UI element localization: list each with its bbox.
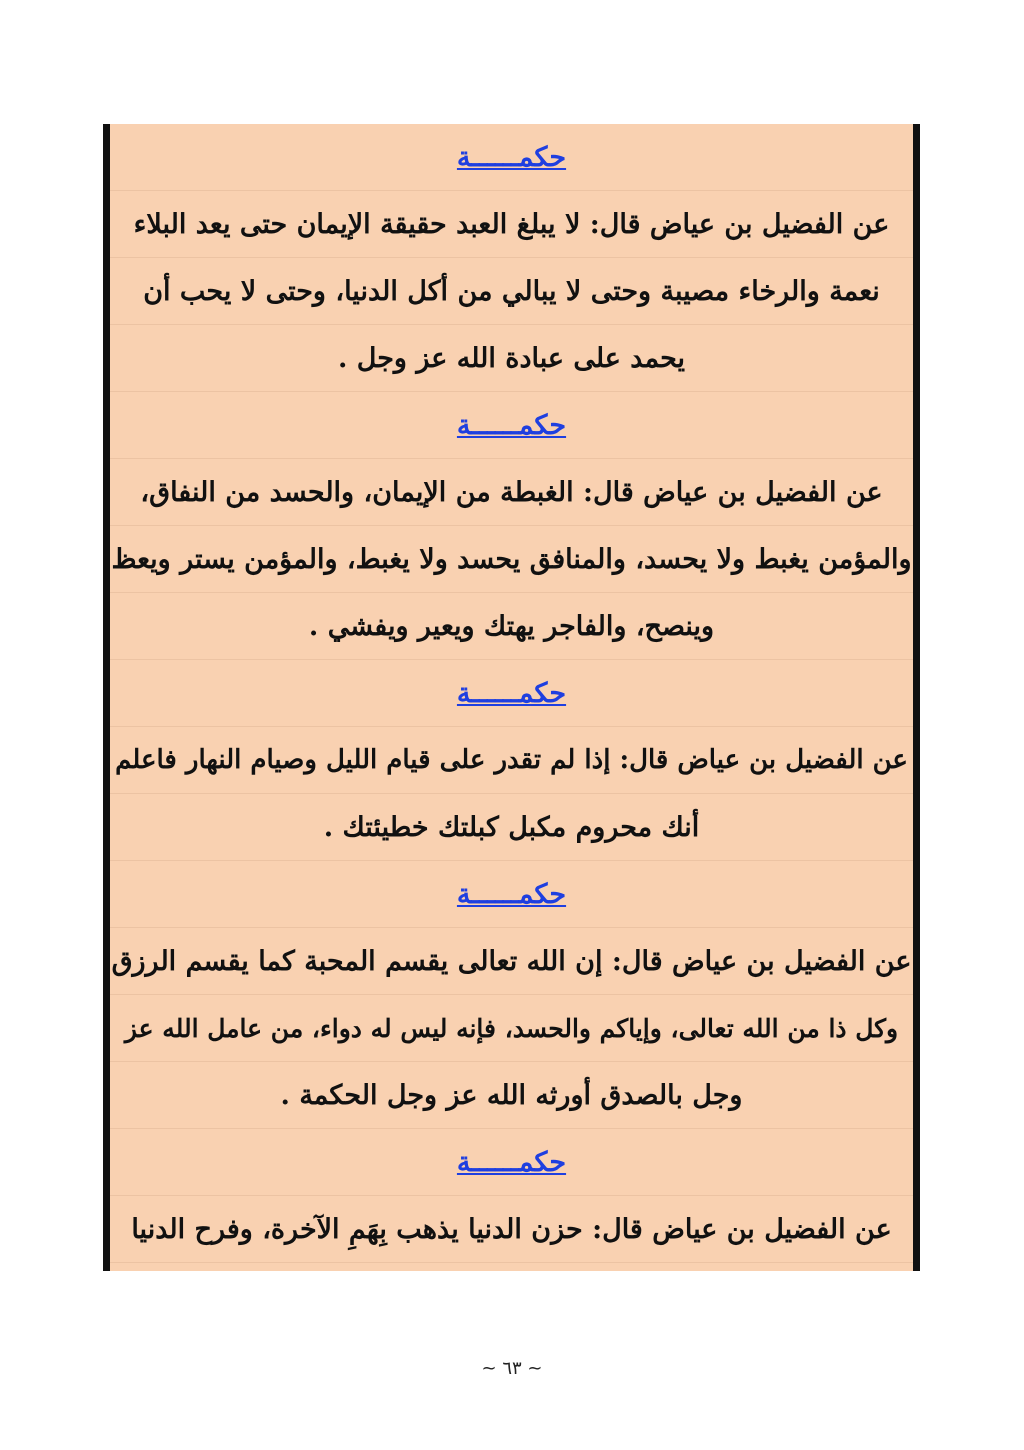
text-line: وجل بالصدق أورثه الله عز وجل الحكمة . (110, 1062, 913, 1129)
text-line: عن الفضيل بن عياض قال: الغبطة من الإيمان، والحسد من النفاق، (110, 459, 913, 526)
text-line: يحمد على عبادة الله عز وجل . (110, 325, 913, 392)
section-heading (110, 392, 913, 459)
section-heading (110, 1129, 913, 1196)
heading-link[interactable]: حكمــــــة (456, 1146, 567, 1178)
text-line: والمؤمن يغبط ولا يحسد، والمنافق يحسد ولا يغبط، والمؤمن يستر ويعظ (110, 526, 913, 593)
section-heading (110, 660, 913, 727)
heading-link[interactable]: حكمــــــة (456, 878, 567, 910)
text-line: عن الفضيل بن عياض قال: إن الله تعالى يقسم المحبة كما يقسم الرزق (110, 928, 913, 995)
heading-link[interactable]: حكمــــــة (456, 677, 567, 709)
text-line: نعمة والرخاء مصيبة وحتى لا يبالي من أكل الدنيا، وحتى لا يحب أن (110, 258, 913, 325)
text-line: عن الفضيل بن عياض قال: حزن الدنيا يذهب بِهَمِ الآخرة، وفرح الدنيا (110, 1196, 913, 1263)
text-line: عن الفضيل بن عياض قال: لا يبلغ العبد حقيقة الإيمان حتى يعد البلاء (110, 191, 913, 258)
section-heading (110, 861, 913, 928)
page-number: ~ ٦٣ ~ (481, 1358, 543, 1379)
section-heading (110, 124, 913, 191)
text-line: وكل ذا من الله تعالى، وإياكم والحسد، فإنه ليس له دواء، من عامل الله عز (110, 995, 913, 1062)
text-frame (103, 124, 920, 1271)
text-line: أنك محروم مكبل كبلتك خطيئتك . (110, 794, 913, 861)
heading-link[interactable]: حكمــــــة (456, 141, 567, 173)
heading-link[interactable]: حكمــــــة (456, 409, 567, 441)
text-line: عن الفضيل بن عياض قال: إذا لم تقدر على قيام الليل وصيام النهار فاعلم (110, 727, 913, 794)
text-line: وينصح، والفاجر يهتك ويعير ويفشي . (110, 593, 913, 660)
